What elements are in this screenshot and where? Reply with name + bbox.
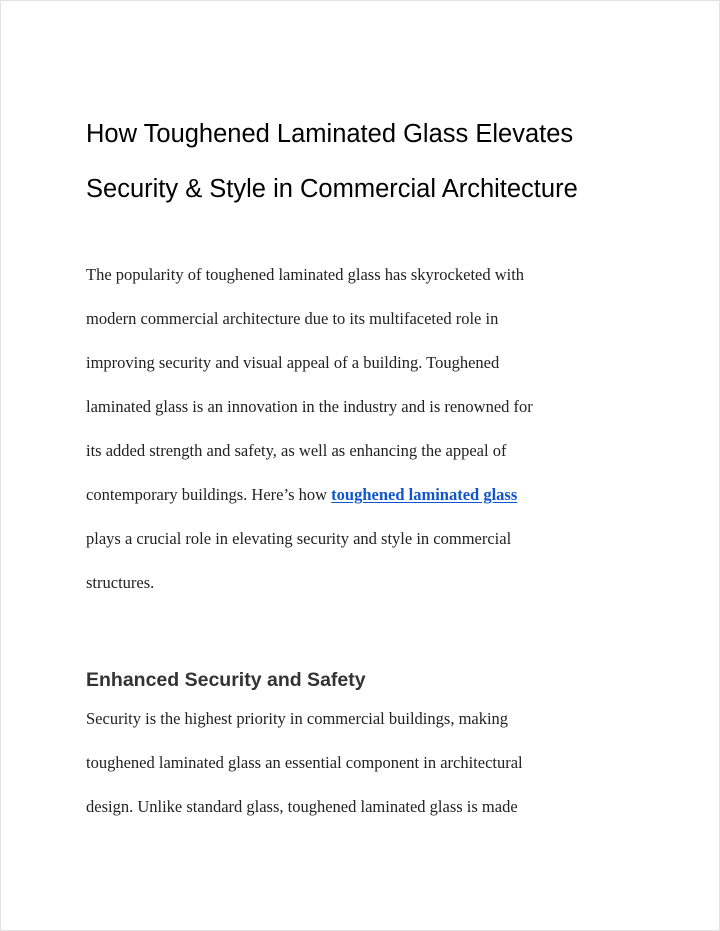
intro-paragraph xyxy=(86,253,646,605)
paragraph-line: structures. xyxy=(86,573,155,592)
paragraph-line: plays a crucial role in elevating security and style in commercial xyxy=(86,529,512,548)
paragraph-line-with-link xyxy=(86,473,646,517)
security-paragraph xyxy=(86,697,646,829)
section-heading: Enhanced Security and Safety xyxy=(86,669,366,691)
link-line-prefix: contemporary buildings. Here’s how xyxy=(86,485,332,504)
title-line: Security & Style in Commercial Architecture xyxy=(86,175,578,203)
paragraph-line: modern commercial architecture due to its multifaceted role in xyxy=(86,309,499,328)
paragraph-line: toughened laminated glass an essential component in architectural xyxy=(86,753,523,772)
paragraph-line: Security is the highest priority in commercial buildings, making xyxy=(86,709,509,728)
toughened-laminated-glass-link[interactable]: toughened laminated glass xyxy=(331,485,518,504)
paragraph-line: The popularity of toughened laminated glass has skyrocketed with xyxy=(86,265,525,284)
paragraph-line: its added strength and safety, as well as enhancing the appeal of xyxy=(86,441,507,460)
document-title xyxy=(86,107,666,217)
title-line: How Toughened Laminated Glass Elevates xyxy=(86,120,574,148)
paragraph-line: laminated glass is an innovation in the industry and is renowned for xyxy=(86,397,533,416)
paragraph-line: improving security and visual appeal of a building. Toughened xyxy=(86,353,500,372)
paragraph-line: design. Unlike standard glass, toughened laminated glass is made xyxy=(86,797,518,816)
